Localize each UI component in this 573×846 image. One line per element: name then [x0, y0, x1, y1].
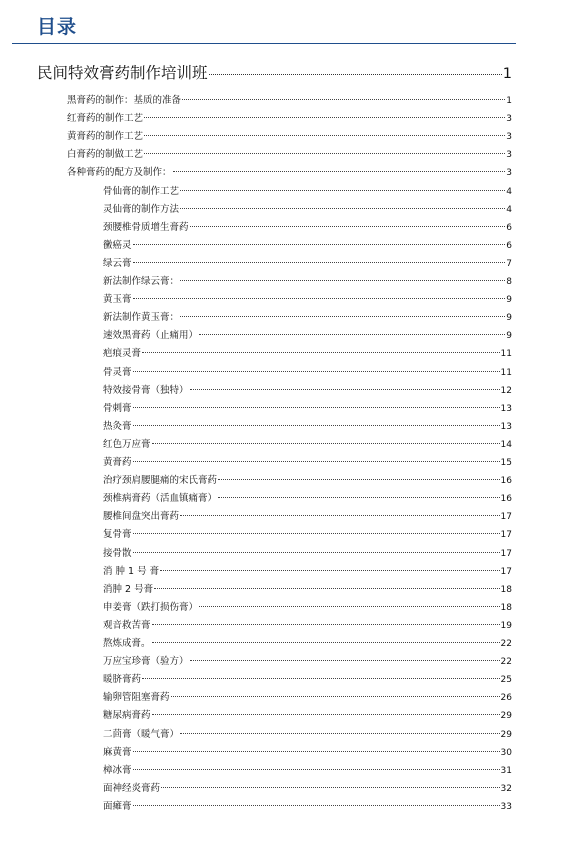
toc-entry-title: 绿云膏 — [103, 257, 132, 269]
toc-entry-page: 9 — [506, 331, 512, 342]
toc-entry-title: 黄玉膏 — [103, 294, 132, 306]
toc-entry-title: 骨仙膏的制作工艺 — [103, 185, 180, 197]
toc-entry-recipe[interactable] — [103, 183, 512, 197]
toc-entry-recipe[interactable] — [103, 472, 512, 486]
dot-leader — [154, 588, 499, 589]
toc-entry-recipe[interactable] — [103, 689, 512, 703]
dot-leader — [190, 389, 500, 390]
dot-leader — [161, 787, 500, 788]
toc-entry-title: 暖脐膏药 — [103, 674, 142, 686]
toc-entry-page: 4 — [506, 204, 512, 215]
toc-entry-recipe[interactable] — [103, 563, 512, 577]
toc-entry-page: 13 — [500, 421, 512, 432]
toc-entry-section[interactable] — [67, 110, 512, 124]
toc-entry-title: 申姜膏（跌打损伤膏） — [103, 601, 199, 613]
toc-entry-title: 糖尿病膏药 — [103, 710, 151, 722]
toc-entry-page: 17 — [500, 566, 512, 577]
toc-entry-title: 特效接骨膏（独特） — [103, 384, 189, 396]
toc-entry-recipe[interactable] — [103, 762, 512, 776]
toc-entry-recipe[interactable] — [103, 273, 512, 287]
toc-entry-page: 9 — [506, 295, 512, 306]
dot-leader — [180, 733, 500, 734]
toc-entry-title: 黄膏药 — [103, 457, 132, 468]
toc-entry-title: 接骨散 — [103, 547, 132, 559]
toc-entry-title: 输卵管阻塞膏药 — [103, 692, 170, 704]
toc-entry-recipe[interactable] — [103, 364, 512, 378]
dot-leader — [209, 74, 502, 75]
page-title: 目录 — [37, 16, 78, 38]
dot-leader — [133, 298, 506, 299]
toc-entry-recipe[interactable] — [103, 418, 512, 432]
toc-entry-title: 消 肿 1 号 膏 — [103, 565, 160, 577]
toc-entry-page: 8 — [506, 277, 512, 287]
dot-leader — [133, 244, 506, 245]
dot-leader — [133, 751, 500, 752]
toc-entry-recipe[interactable] — [103, 581, 512, 595]
toc-entry-page: 1 — [506, 96, 512, 106]
dot-leader — [152, 443, 500, 444]
dot-leader — [182, 99, 505, 100]
toc-entry-page: 19 — [500, 620, 512, 631]
dot-leader — [133, 769, 500, 770]
toc-entry-section[interactable] — [67, 146, 512, 160]
dot-leader — [199, 606, 500, 607]
toc-entry-page: 16 — [500, 476, 512, 487]
toc-entry-title: 颈椎病膏药（活血镇痛膏） — [103, 493, 218, 505]
dot-leader — [152, 624, 500, 625]
toc-entry-recipe[interactable] — [103, 798, 512, 812]
toc-entry-title: 麻黄膏 — [103, 746, 132, 758]
toc-entry-page: 31 — [500, 765, 512, 776]
toc-entry-recipe[interactable] — [103, 653, 512, 667]
toc-entry-page: 17 — [500, 530, 512, 541]
toc-entry-page: 11 — [500, 367, 512, 378]
toc-entry-title: 白膏药的制做工艺 — [67, 149, 144, 161]
toc-entry-main[interactable] — [37, 61, 512, 83]
toc-entry-title: 红膏药的制作工艺 — [67, 113, 144, 125]
dot-leader — [142, 678, 500, 679]
toc-entry-page: 13 — [500, 403, 512, 414]
toc-entry-title: 面神经炎膏药 — [103, 782, 161, 794]
title-divider — [12, 43, 516, 44]
toc-entry-page: 9 — [506, 313, 512, 324]
toc-entry-page: 16 — [500, 494, 512, 505]
dot-leader — [180, 208, 505, 209]
toc-entry-recipe[interactable] — [103, 436, 512, 450]
toc-entry-recipe[interactable] — [103, 671, 512, 685]
toc-entry-page: 22 — [500, 639, 512, 649]
toc-entry-recipe[interactable] — [103, 490, 512, 504]
toc-entry-recipe[interactable] — [103, 345, 512, 359]
dot-leader — [218, 497, 500, 498]
toc-entry-recipe[interactable] — [103, 635, 512, 649]
toc-entry-page: 25 — [500, 675, 512, 686]
dot-leader — [180, 515, 500, 516]
toc-entry-recipe[interactable] — [103, 599, 512, 613]
toc-entry-page: 29 — [500, 711, 512, 722]
toc-entry-title: 黴癌灵 — [103, 239, 132, 251]
toc-entry-page: 17 — [500, 548, 512, 559]
toc-entry-page: 29 — [500, 729, 512, 740]
toc-entry-page: 3 — [506, 168, 512, 179]
toc-entry-recipe[interactable] — [103, 400, 512, 414]
toc-entry-title: 黄膏药的制作工艺 — [67, 131, 144, 143]
toc-entry-title: 灵仙膏的制作方法 — [103, 203, 180, 215]
toc-entry-title: 观音救苦膏 — [103, 619, 151, 631]
toc-entry-recipe[interactable] — [103, 255, 512, 269]
dot-leader — [133, 552, 500, 553]
toc-entry-title: 颈腰椎骨质增生膏药 — [103, 221, 189, 233]
dot-leader — [152, 714, 500, 715]
toc-entry-title: 腰椎间盘突出膏药 — [103, 511, 180, 523]
dot-leader — [144, 135, 505, 136]
toc-entry-title: 新法制作绿云膏： — [103, 276, 180, 287]
dot-leader — [133, 407, 500, 408]
toc-entry-page: 17 — [500, 512, 512, 523]
dot-leader — [180, 316, 505, 317]
toc-entry-section[interactable] — [67, 92, 512, 106]
toc-entry-page: 11 — [500, 349, 512, 360]
toc-entry-title: 治疗颈肩腰腿痛的宋氏膏药 — [103, 475, 218, 487]
dot-leader — [190, 660, 500, 661]
toc-entry-page: 3 — [506, 114, 512, 125]
dot-leader — [133, 262, 506, 263]
toc-entry-title: 各种膏药的配方及制作： — [67, 167, 172, 179]
dot-leader — [142, 352, 500, 353]
toc-entry-page: 6 — [506, 222, 512, 233]
toc-entry-title: 熬炼成膏。 — [103, 638, 151, 649]
toc-entry-title: 二茴膏（暖气膏） — [103, 728, 180, 740]
toc-entry-title: 民间特效膏药制作培训班 — [37, 64, 208, 82]
toc-entry-title: 消肿 2 号膏 — [103, 583, 154, 595]
toc-entry-page: 18 — [500, 584, 512, 595]
toc-entry-recipe[interactable] — [103, 726, 512, 740]
dot-leader — [152, 642, 500, 643]
dot-leader — [171, 696, 500, 697]
toc-entry-page: 3 — [506, 132, 512, 143]
toc-entry-page: 15 — [500, 458, 512, 468]
toc-entry-recipe[interactable] — [103, 219, 512, 233]
toc-entry-title: 面瘫膏 — [103, 800, 132, 812]
toc-entry-title: 红色万应膏 — [103, 438, 151, 450]
dot-leader — [218, 479, 500, 480]
toc-entry-page: 22 — [500, 657, 512, 668]
toc-entry-page: 32 — [500, 783, 512, 794]
dot-leader — [180, 280, 505, 281]
toc-entry-recipe[interactable] — [103, 201, 512, 215]
toc-entry-page: 12 — [500, 385, 512, 396]
toc-entry-title: 樟冰膏 — [103, 764, 132, 776]
dot-leader — [190, 226, 506, 227]
toc-entry-page: 6 — [506, 240, 512, 251]
toc-entry-recipe[interactable] — [103, 545, 512, 559]
toc-entry-section[interactable] — [67, 128, 512, 142]
toc-entry-title: 速效黑膏药（止痛用） — [103, 330, 199, 342]
toc-entry-title: 热灸膏 — [103, 420, 132, 432]
toc-entry-page: 18 — [500, 602, 512, 613]
toc-entry-recipe[interactable] — [103, 744, 512, 758]
toc-entry-title: 万应宝珍膏（验方） — [103, 656, 189, 668]
toc-entry-page: 33 — [500, 801, 512, 812]
toc-entry-page: 3 — [506, 150, 512, 161]
dot-leader — [133, 805, 500, 806]
toc-entry-recipe[interactable] — [103, 526, 512, 540]
toc-entry-recipe[interactable] — [103, 382, 512, 396]
dot-leader — [173, 171, 506, 172]
toc-entry-recipe[interactable] — [103, 508, 512, 522]
toc-entry-title: 黑膏药的制作：基质的准备 — [67, 95, 182, 106]
dot-leader — [133, 371, 500, 372]
dot-leader — [160, 570, 499, 571]
toc-entry-section[interactable] — [67, 164, 512, 178]
toc-entry-recipe[interactable] — [103, 291, 512, 305]
toc-entry-page: 14 — [500, 439, 512, 450]
toc-entry-recipe[interactable] — [103, 780, 512, 794]
toc-entry-page: 30 — [500, 747, 512, 758]
toc-entry-page: 7 — [506, 258, 512, 269]
toc-entry-recipe[interactable] — [103, 327, 512, 341]
toc-entry-page: 4 — [506, 186, 512, 197]
dot-leader — [144, 153, 505, 154]
toc-entry-title: 骨刺膏 — [103, 402, 132, 414]
toc-entry-recipe[interactable] — [103, 617, 512, 631]
dot-leader — [133, 461, 500, 462]
toc-entry-recipe[interactable] — [103, 237, 512, 251]
toc-entry-title: 复骨膏 — [103, 529, 132, 541]
toc-entry-title: 疤痕灵膏 — [103, 348, 142, 360]
toc-entry-title: 新法制作黄玉膏： — [103, 312, 180, 324]
toc-entry-page: 1 — [502, 66, 512, 82]
dot-leader — [133, 425, 500, 426]
toc-entry-title: 骨灵膏 — [103, 366, 132, 378]
dot-leader — [133, 533, 500, 534]
toc-entry-recipe[interactable] — [103, 707, 512, 721]
toc-entry-page: 26 — [500, 693, 512, 704]
toc-entry-recipe[interactable] — [103, 454, 512, 468]
dot-leader — [180, 190, 505, 191]
dot-leader — [144, 117, 505, 118]
toc-entry-recipe[interactable] — [103, 309, 512, 323]
dot-leader — [199, 334, 505, 335]
